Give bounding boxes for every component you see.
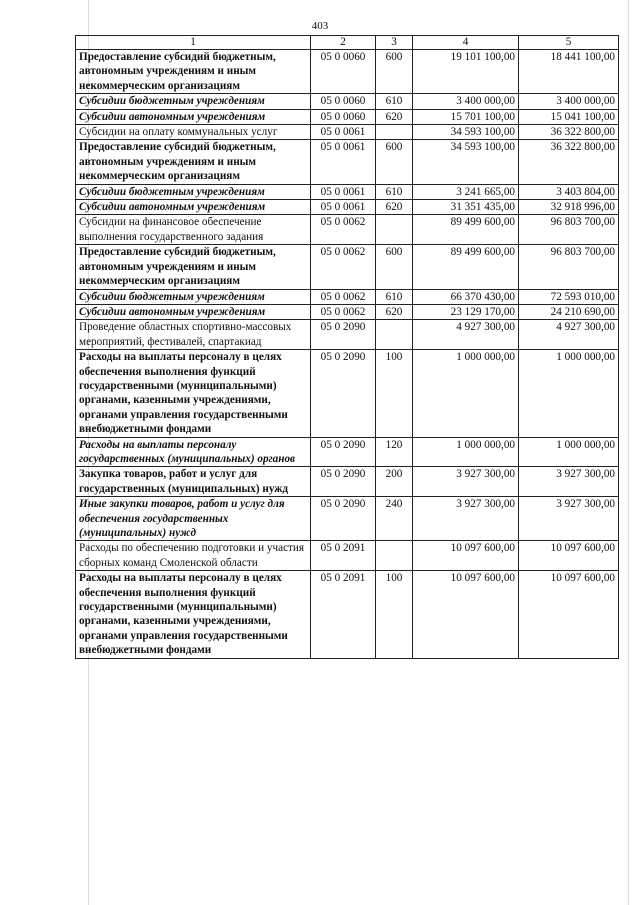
target-code-cell: 05 0 0061: [311, 200, 376, 215]
target-code-cell: 05 0 0062: [311, 245, 376, 289]
row-name-cell: Иные закупки товаров, работ и услуг для обеспечения государственных (муниципальных) нужд: [76, 497, 311, 541]
col-header-1: 1: [76, 36, 311, 50]
table-row: [76, 497, 619, 541]
amount-year2-cell: 4 927 300,00: [519, 320, 619, 350]
amount-year1-cell: 3 927 300,00: [413, 467, 519, 497]
amount-year1-cell: 10 097 600,00: [413, 541, 519, 571]
table-row: [76, 50, 619, 94]
row-name-cell: Расходы на выплаты персоналу в целях обеспечения выполнения функций государственными (муниципальными) органами, казенными учреждениями, органами управления государственными внебюджетными фондами: [76, 571, 311, 658]
amount-year2-cell: 32 918 996,00: [519, 200, 619, 215]
target-code-cell: 05 0 0062: [311, 289, 376, 304]
table-row: [76, 215, 619, 245]
expense-kind-cell: 600: [376, 50, 413, 94]
expense-kind-cell: [376, 215, 413, 245]
table-row: [76, 289, 619, 304]
budget-table: [75, 35, 619, 659]
expense-kind-cell: 600: [376, 245, 413, 289]
target-code-cell: 05 0 2090: [311, 497, 376, 541]
amount-year1-cell: 89 499 600,00: [413, 215, 519, 245]
row-name-cell: Субсидии бюджетным учреждениям: [76, 94, 311, 109]
amount-year1-cell: 4 927 300,00: [413, 320, 519, 350]
table-body: [76, 50, 619, 659]
table-row: [76, 200, 619, 215]
expense-kind-cell: 620: [376, 200, 413, 215]
table-row: [76, 304, 619, 319]
row-name-cell: Субсидии автономным учреждениям: [76, 200, 311, 215]
amount-year2-cell: 36 322 800,00: [519, 140, 619, 184]
amount-year1-cell: 3 241 665,00: [413, 184, 519, 199]
row-name-cell: Субсидии бюджетным учреждениям: [76, 184, 311, 199]
amount-year1-cell: 23 129 170,00: [413, 304, 519, 319]
table-row: [76, 184, 619, 199]
expense-kind-cell: [376, 320, 413, 350]
amount-year1-cell: 89 499 600,00: [413, 245, 519, 289]
table-row: [76, 140, 619, 184]
expense-kind-cell: 240: [376, 497, 413, 541]
amount-year2-cell: 96 803 700,00: [519, 245, 619, 289]
target-code-cell: 05 0 0061: [311, 125, 376, 140]
row-name-cell: Предоставление субсидий бюджетным, автономным учреждениям и иным некоммерческим организациям: [76, 245, 311, 289]
amount-year1-cell: 34 593 100,00: [413, 125, 519, 140]
table-row: [76, 320, 619, 350]
target-code-cell: 05 0 2090: [311, 350, 376, 437]
row-name-cell: Расходы на выплаты персоналу государственных (муниципальных) органов: [76, 437, 311, 467]
row-name-cell: Предоставление субсидий бюджетным, автономным учреждениям и иным некоммерческим организациям: [76, 140, 311, 184]
page-number: 403: [311, 20, 329, 32]
target-code-cell: 05 0 0062: [311, 215, 376, 245]
amount-year2-cell: 1 000 000,00: [519, 350, 619, 437]
row-name-cell: Расходы на выплаты персоналу в целях обеспечения выполнения функций государственными (муниципальными) органами, казенными учреждениями, органами управления государственными внебюджетными фондами: [76, 350, 311, 437]
amount-year1-cell: 1 000 000,00: [413, 350, 519, 437]
row-name-cell: Субсидии бюджетным учреждениям: [76, 289, 311, 304]
expense-kind-cell: 620: [376, 304, 413, 319]
table-row: [76, 541, 619, 571]
amount-year1-cell: 3 400 000,00: [413, 94, 519, 109]
amount-year1-cell: 1 000 000,00: [413, 437, 519, 467]
amount-year1-cell: 34 593 100,00: [413, 140, 519, 184]
header-row: [76, 36, 619, 50]
amount-year2-cell: 24 210 690,00: [519, 304, 619, 319]
scan-artifact-right: [628, 0, 629, 905]
table-row: [76, 94, 619, 109]
target-code-cell: 05 0 0060: [311, 94, 376, 109]
table-row: [76, 571, 619, 658]
target-code-cell: 05 0 0062: [311, 304, 376, 319]
target-code-cell: 05 0 0060: [311, 109, 376, 124]
expense-kind-cell: 610: [376, 94, 413, 109]
amount-year1-cell: 66 370 430,00: [413, 289, 519, 304]
row-name-cell: Субсидии автономным учреждениям: [76, 109, 311, 124]
target-code-cell: 05 0 0061: [311, 184, 376, 199]
table-row: [76, 467, 619, 497]
target-code-cell: 05 0 0061: [311, 140, 376, 184]
amount-year1-cell: 31 351 435,00: [413, 200, 519, 215]
amount-year2-cell: 18 441 100,00: [519, 50, 619, 94]
amount-year2-cell: 36 322 800,00: [519, 125, 619, 140]
expense-kind-cell: 100: [376, 571, 413, 658]
target-code-cell: 05 0 2090: [311, 320, 376, 350]
target-code-cell: 05 0 2091: [311, 541, 376, 571]
row-name-cell: Закупка товаров, работ и услуг для государственных (муниципальных) нужд: [76, 467, 311, 497]
table-row: [76, 245, 619, 289]
amount-year2-cell: 1 000 000,00: [519, 437, 619, 467]
row-name-cell: Субсидии на оплату коммунальных услуг: [76, 125, 311, 140]
row-name-cell: Предоставление субсидий бюджетным, автономным учреждениям и иным некоммерческим организациям: [76, 50, 311, 94]
expense-kind-cell: 120: [376, 437, 413, 467]
expense-kind-cell: [376, 125, 413, 140]
row-name-cell: Субсидии автономным учреждениям: [76, 304, 311, 319]
amount-year2-cell: 10 097 600,00: [519, 541, 619, 571]
amount-year1-cell: 10 097 600,00: [413, 571, 519, 658]
table-row: [76, 350, 619, 437]
col-header-3: 3: [376, 36, 413, 50]
table-row: [76, 125, 619, 140]
expense-kind-cell: 200: [376, 467, 413, 497]
expense-kind-cell: 100: [376, 350, 413, 437]
row-name-cell: Субсидии на финансовое обеспечение выполнения государственного задания: [76, 215, 311, 245]
expense-kind-cell: 600: [376, 140, 413, 184]
amount-year2-cell: 3 403 804,00: [519, 184, 619, 199]
expense-kind-cell: 610: [376, 184, 413, 199]
amount-year2-cell: 96 803 700,00: [519, 215, 619, 245]
amount-year1-cell: 15 701 100,00: [413, 109, 519, 124]
expense-kind-cell: [376, 541, 413, 571]
target-code-cell: 05 0 2090: [311, 437, 376, 467]
table-row: [76, 437, 619, 467]
expense-kind-cell: 610: [376, 289, 413, 304]
amount-year1-cell: 3 927 300,00: [413, 497, 519, 541]
col-header-4: 4: [413, 36, 519, 50]
row-name-cell: Проведение областных спортивно-массовых мероприятий, фестивалей, спартакиад: [76, 320, 311, 350]
target-code-cell: 05 0 2091: [311, 571, 376, 658]
amount-year2-cell: 10 097 600,00: [519, 571, 619, 658]
target-code-cell: 05 0 2090: [311, 467, 376, 497]
target-code-cell: 05 0 0060: [311, 50, 376, 94]
col-header-2: 2: [311, 36, 376, 50]
amount-year2-cell: 3 927 300,00: [519, 497, 619, 541]
row-name-cell: Расходы по обеспечению подготовки и участия сборных команд Смоленской области: [76, 541, 311, 571]
expense-kind-cell: 620: [376, 109, 413, 124]
amount-year2-cell: 15 041 100,00: [519, 109, 619, 124]
amount-year2-cell: 3 400 000,00: [519, 94, 619, 109]
table-row: [76, 109, 619, 124]
amount-year2-cell: 3 927 300,00: [519, 467, 619, 497]
amount-year2-cell: 72 593 010,00: [519, 289, 619, 304]
amount-year1-cell: 19 101 100,00: [413, 50, 519, 94]
col-header-5: 5: [519, 36, 619, 50]
